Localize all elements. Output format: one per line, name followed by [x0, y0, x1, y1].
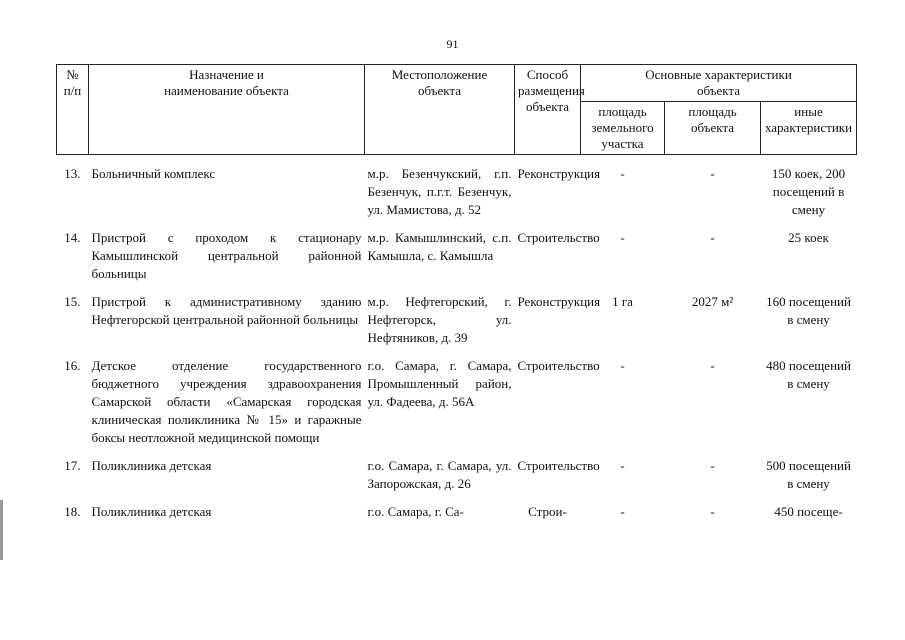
row-other: 500 посещений в смену [766, 458, 851, 491]
row-method: Строительство [517, 230, 600, 245]
row-location: м.р. Безенчукский, г.п. Безенчук, п.г.т. Безенчук, ул. Мамистова, д. 52 [367, 166, 512, 217]
table-row [57, 165, 857, 219]
row-object-area: - [710, 458, 715, 473]
row-location: г.о. Самара, г. Самара, Промышленный район, ул. Фадеева, д. 56А [367, 358, 512, 409]
row-location: г.о. Самара, г. Са- [367, 504, 464, 519]
header-row-1 [57, 65, 857, 102]
row-object-area: 2027 м² [691, 294, 734, 309]
header-object-area: площадь объекта [665, 102, 761, 155]
header-location-line2: объекта [417, 83, 462, 98]
row-other: 450 посеще- [774, 504, 843, 519]
row-num: 17. [64, 458, 81, 473]
header-main [581, 65, 857, 102]
row-method: Строительство [517, 358, 600, 373]
row-other: 480 посещений в смену [766, 358, 851, 391]
row-other: 150 коек, 200 посещений в смену [771, 166, 846, 217]
row-location: г.о. Самара, г. Самара, ул. Запорожская, д. 26 [367, 458, 512, 491]
header-land-area: площадь земельного участка [581, 102, 665, 155]
row-location: м.р. Камышлинский, с.п. Камышла, с. Камышла [367, 230, 512, 263]
row-object-area: - [710, 230, 715, 245]
header-name-line1: Назначение и [189, 67, 264, 82]
row-land-area: - [620, 358, 625, 373]
scan-margin-mark [0, 500, 3, 560]
row-num: 18. [64, 504, 81, 519]
row-land-area: - [620, 230, 625, 245]
row-method: Реконструкция [517, 294, 601, 309]
row-land-area: - [620, 166, 625, 181]
header-name [89, 65, 365, 155]
row-object-area: - [710, 358, 715, 373]
row-method: Строи- [528, 504, 567, 519]
table-row [57, 503, 857, 521]
row-object-area: - [710, 166, 715, 181]
table-row [57, 293, 857, 347]
row-other: 160 посещений в смену [766, 294, 851, 327]
row-name: Поликлиника детская [91, 458, 212, 473]
table-row [57, 229, 857, 283]
row-name: Пристрой к административному зданию Нефтегорской центральной районной больницы [91, 294, 362, 327]
row-num: 15. [64, 294, 81, 309]
row-other: 25 коек [788, 230, 829, 245]
objects-table [56, 64, 856, 521]
row-object-area: - [710, 504, 715, 519]
row-num: 16. [64, 358, 81, 373]
row-location: м.р. Нефтегорский, г. Нефтегорск, ул. Нефтяников, д. 39 [367, 294, 512, 345]
header-main-line1: Основные характеристики [645, 67, 792, 82]
table-row [57, 457, 857, 493]
row-num: 14. [64, 230, 81, 245]
header-location-line1: Местоположение [391, 67, 488, 82]
page-number: 91 [446, 37, 459, 51]
header-location [365, 65, 515, 155]
row-method: Строительство [517, 458, 600, 473]
header-other: иные характеристики [761, 102, 857, 155]
row-land-area: 1 га [612, 294, 633, 309]
row-num: 13. [64, 166, 81, 181]
row-name: Больничный комплекс [91, 166, 216, 181]
table-row [57, 357, 857, 447]
row-name: Поликлиника детская [91, 504, 212, 519]
row-land-area: - [620, 458, 625, 473]
header-main-line2: объекта [696, 83, 741, 98]
row-name: Детское отделение государственного бюджетного учреждения здравоохранения Самарской области «Самарская городская клиническая поликлиника № 15» и гаражные боксы неотложной медицинской помощи [91, 358, 362, 445]
row-method: Реконструкция [517, 166, 601, 181]
header-method: Способ размещения объекта [515, 65, 581, 155]
row-name: Пристрой с проходом к стационару Камышлинской центральной районной больницы [91, 230, 362, 281]
header-num: № п/п [57, 65, 89, 155]
row-land-area: - [620, 504, 625, 519]
header-name-line2: наименование объекта [164, 83, 289, 98]
